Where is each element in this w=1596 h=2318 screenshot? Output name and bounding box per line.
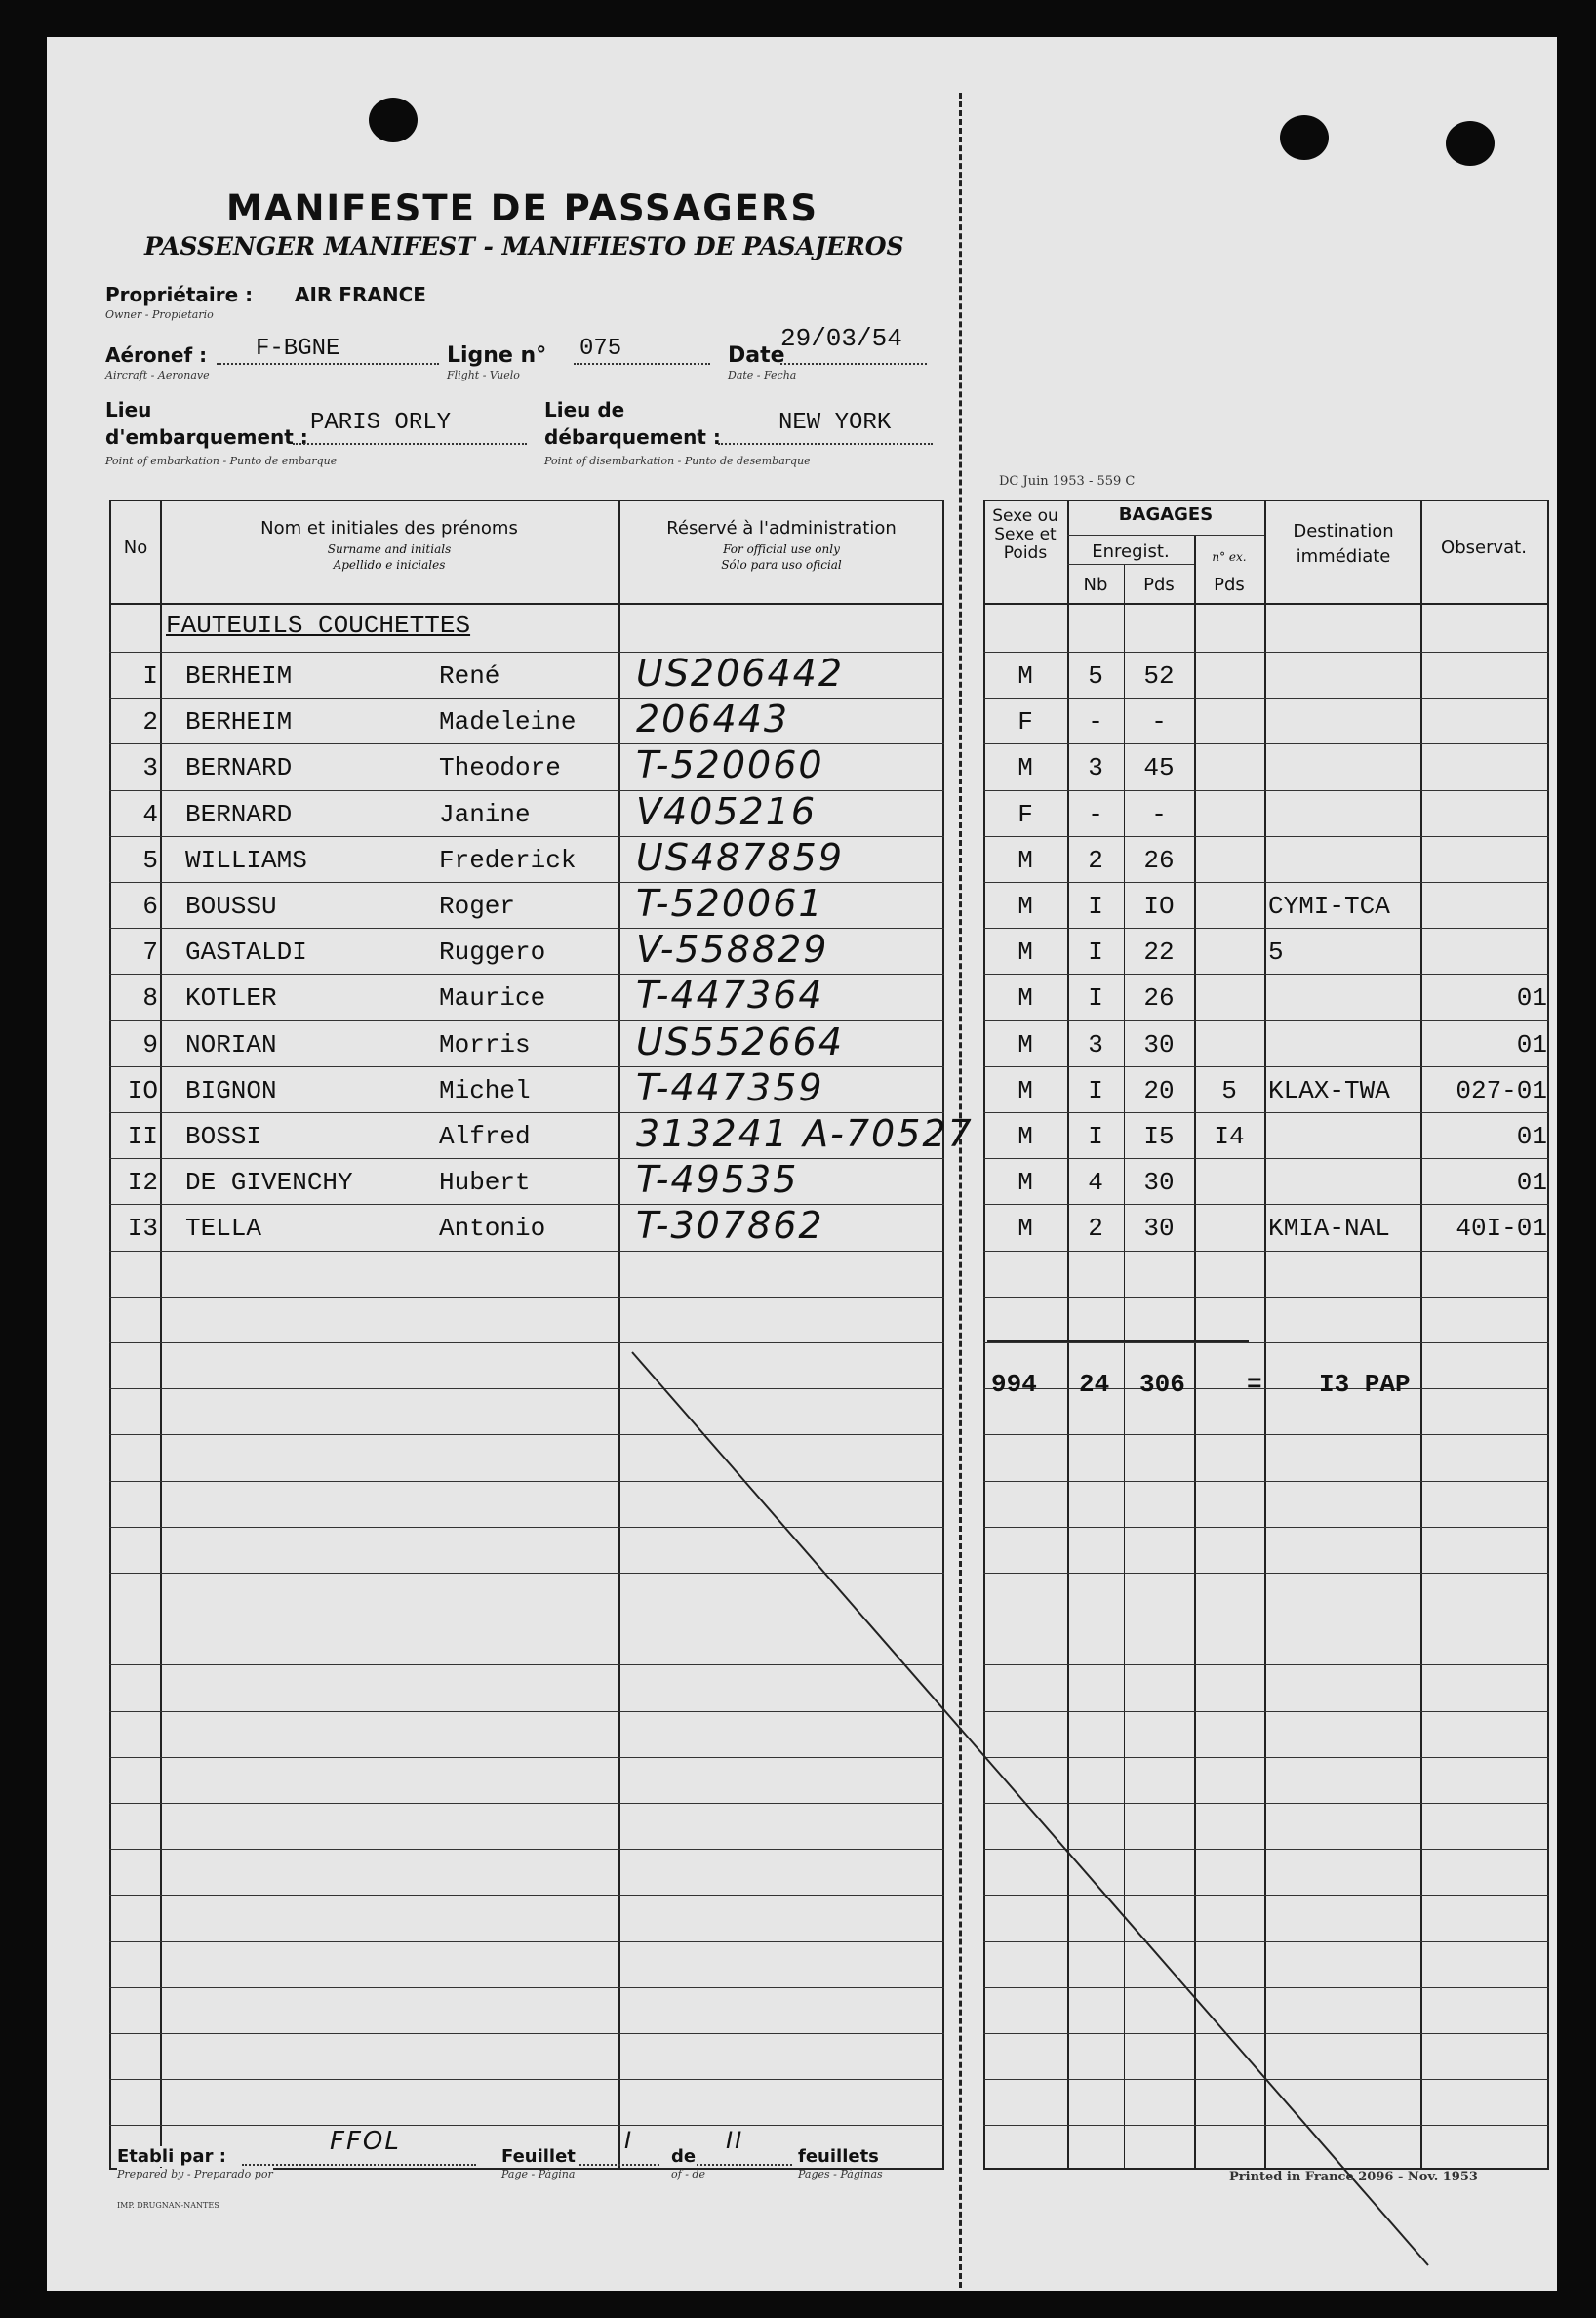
cell-surname: DE GIVENCHY — [185, 1168, 353, 1197]
disembark-sub: Point of disembarkation - Punto de desembarque — [544, 455, 811, 467]
cell-first: Janine — [439, 800, 531, 829]
cell-nb: 2 — [1088, 1214, 1103, 1243]
cell-no: 4 — [142, 800, 158, 829]
embark-value: PARIS ORLY — [310, 410, 452, 436]
prepared-sub: Prepared by - Preparado por — [117, 2168, 273, 2180]
of-sub: of - de — [671, 2168, 705, 2180]
prepared-label: Etabli par : — [117, 2146, 226, 2167]
flight-label: Ligne n° — [447, 343, 547, 368]
cell-first: Morris — [439, 1030, 531, 1059]
cell-sex: M — [1017, 753, 1033, 782]
cell-first: René — [439, 661, 500, 691]
of-value: II — [726, 2127, 744, 2154]
cell-nb: I — [1088, 1122, 1103, 1151]
cell-pds: I5 — [1143, 1122, 1175, 1151]
cell-admin: T-520060 — [636, 743, 824, 786]
disembark-label-2: débarquement : — [544, 425, 721, 449]
cell-nb: I — [1088, 1076, 1103, 1105]
cell-no: 3 — [142, 753, 158, 782]
cell-first: Roger — [439, 892, 516, 921]
cell-first: Theodore — [439, 753, 561, 782]
of-label: de — [671, 2146, 697, 2167]
cell-dest: CYMI-TCA — [1268, 892, 1390, 921]
cell-no: 6 — [142, 892, 158, 921]
cell-sex: M — [1017, 1076, 1033, 1105]
cell-first: Hubert — [439, 1168, 531, 1197]
owner-value: AIR FRANCE — [295, 283, 426, 306]
aircraft-value: F-BGNE — [256, 336, 340, 362]
cell-dest: KLAX-TWA — [1268, 1076, 1390, 1105]
col-header-no: No — [123, 538, 148, 558]
cell-no: 8 — [142, 983, 158, 1013]
section-label: FAUTEUILS COUCHETTES — [166, 611, 471, 640]
col-header-name: Nom et initiales des prénoms — [260, 518, 518, 539]
cell-obs: 01 — [1516, 983, 1547, 1013]
cell-sex: M — [1017, 938, 1033, 967]
disembark-label-1: Lieu de — [544, 398, 625, 421]
of-underline — [697, 2164, 792, 2166]
cell-surname: BOUSSU — [185, 892, 277, 921]
cell-pds: 26 — [1143, 846, 1175, 875]
col-header-name-sub1: Surname and initials — [327, 542, 452, 556]
disembark-value: NEW YORK — [778, 410, 892, 436]
col-header-admin: Réservé à l'administration — [666, 518, 897, 539]
cell-no: II — [127, 1122, 158, 1151]
cell-admin: T-447364 — [636, 974, 824, 1017]
cell-no: 9 — [142, 1030, 158, 1059]
col-header-name-sub2: Apellido e iniciales — [333, 558, 446, 572]
cell-pds: 22 — [1143, 938, 1175, 967]
cell-nb: 2 — [1088, 846, 1103, 875]
cell-surname: GASTALDI — [185, 938, 307, 967]
total-eq: = — [1247, 1370, 1262, 1399]
cell-surname: BERNARD — [185, 753, 293, 782]
total-nb: 24 — [1079, 1370, 1110, 1399]
embark-label-2: d'embarquement : — [105, 425, 308, 449]
col-header-observ: Observat. — [1441, 538, 1527, 558]
cell-pds: 30 — [1143, 1214, 1175, 1243]
col-header-admin-sub2: Sólo para uso oficial — [721, 558, 842, 572]
embark-sub: Point of embarkation - Punto de embarque — [105, 455, 338, 467]
cell-nb: - — [1088, 707, 1103, 737]
cell-nb: 4 — [1088, 1168, 1103, 1197]
date-label: Date — [728, 343, 785, 368]
cell-surname: BERHEIM — [185, 707, 293, 737]
imprint-note: IMP. DRUGNAN-NANTES — [117, 2201, 219, 2210]
embark-label-1: Lieu — [105, 398, 152, 421]
cell-sex: M — [1017, 1122, 1033, 1151]
cell-no: 7 — [142, 938, 158, 967]
document-subtitle: PASSENGER MANIFEST - MANIFIESTO DE PASAJEROS — [144, 232, 904, 260]
cell-obs: 01 — [1516, 1030, 1547, 1059]
cell-admin: T-520061 — [636, 882, 824, 925]
col-header-pds2: Pds — [1214, 575, 1245, 595]
cell-no: IO — [127, 1076, 158, 1105]
cell-sex: M — [1017, 661, 1033, 691]
cell-no: I3 — [127, 1214, 158, 1243]
cell-pds: IO — [1143, 892, 1175, 921]
cell-surname: TELLA — [185, 1214, 262, 1243]
cell-dest: KMIA-NAL — [1268, 1214, 1390, 1243]
aircraft-sub: Aircraft - Aeronave — [105, 369, 210, 381]
cell-pds: 26 — [1143, 983, 1175, 1013]
total-weight: 994 — [991, 1370, 1037, 1399]
cell-nb: - — [1088, 800, 1103, 829]
col-header-sex: Sexe ou Sexe et Poids — [992, 506, 1058, 563]
col-header-nb: Nb — [1083, 575, 1108, 595]
cell-no: I — [142, 661, 158, 691]
cell-obs: 027-01 — [1456, 1076, 1547, 1105]
cell-first: Alfred — [439, 1122, 531, 1151]
cell-obs: 01 — [1516, 1168, 1547, 1197]
col-header-admin-sub1: For official use only — [723, 542, 840, 556]
cell-surname: BERHEIM — [185, 661, 293, 691]
cell-sex: M — [1017, 1030, 1033, 1059]
cell-nb: 3 — [1088, 753, 1103, 782]
cell-surname: BERNARD — [185, 800, 293, 829]
col-header-pds: Pds — [1143, 575, 1175, 595]
cell-surname: NORIAN — [185, 1030, 277, 1059]
cell-admin: 313241 A-70527 — [636, 1112, 974, 1155]
sheet-underline — [579, 2164, 659, 2166]
cell-admin: US487859 — [636, 836, 844, 879]
cell-pds: 30 — [1143, 1030, 1175, 1059]
col-header-baggage: BAGAGES — [1118, 504, 1214, 525]
cell-pds: - — [1151, 800, 1167, 829]
cell-obs: 01 — [1516, 1122, 1547, 1151]
cell-sex: M — [1017, 846, 1033, 875]
cell-nb: I — [1088, 983, 1103, 1013]
cell-nb: I — [1088, 938, 1103, 967]
cell-pds: - — [1151, 707, 1167, 737]
cell-sex: F — [1017, 800, 1033, 829]
total-pax: I3 PAP — [1319, 1370, 1411, 1399]
cell-surname: BIGNON — [185, 1076, 277, 1105]
cell-sex: M — [1017, 1214, 1033, 1243]
prepared-underline — [242, 2164, 476, 2166]
cell-admin: T-49535 — [636, 1158, 799, 1201]
cell-no: 2 — [142, 707, 158, 737]
cell-obs: 40I-01 — [1456, 1214, 1547, 1243]
cell-admin: V405216 — [636, 790, 818, 833]
sheets-sub: Pages - Páginas — [798, 2168, 883, 2180]
cell-sex: M — [1017, 892, 1033, 921]
cell-first: Antonio — [439, 1214, 546, 1243]
cell-sex: F — [1017, 707, 1033, 737]
cell-sex: M — [1017, 1168, 1033, 1197]
cell-admin: US552664 — [636, 1020, 844, 1063]
cell-admin: T-307862 — [636, 1204, 824, 1247]
flight-sub: Flight - Vuelo — [447, 369, 520, 381]
cell-pds: 20 — [1143, 1076, 1175, 1105]
col-header-registered: Enregist. — [1092, 541, 1170, 562]
cell-admin: US206442 — [636, 652, 844, 695]
sheet-label: Feuillet — [501, 2146, 576, 2167]
cell-first: Maurice — [439, 983, 546, 1013]
cell-pds: 30 — [1143, 1168, 1175, 1197]
cell-first: Ruggero — [439, 938, 546, 967]
cell-ex: I4 — [1214, 1122, 1245, 1151]
cell-first: Frederick — [439, 846, 577, 875]
cell-dest: 5 — [1268, 938, 1284, 967]
cell-admin: T-447359 — [636, 1066, 824, 1109]
cell-pds: 52 — [1143, 661, 1175, 691]
cell-admin: V-558829 — [636, 928, 829, 971]
cell-surname: WILLIAMS — [185, 846, 307, 875]
date-sub: Date - Fecha — [728, 369, 797, 381]
owner-label: Propriétaire : — [105, 283, 254, 306]
cell-admin: 206443 — [636, 698, 790, 740]
cell-nb: 5 — [1088, 661, 1103, 691]
flight-value: 075 — [579, 336, 622, 362]
cell-surname: BOSSI — [185, 1122, 262, 1151]
cell-nb: 3 — [1088, 1030, 1103, 1059]
prepared-value: FFOL — [330, 2127, 401, 2156]
cell-no: 5 — [142, 846, 158, 875]
cell-nb: I — [1088, 892, 1103, 921]
total-pds: 306 — [1139, 1370, 1185, 1399]
col-header-destination: Destination immédiate — [1293, 521, 1394, 567]
sheets-label: feuillets — [798, 2146, 879, 2167]
date-value: 29/03/54 — [780, 324, 902, 353]
sheet-sub: Page - Página — [501, 2168, 576, 2180]
cell-ex: 5 — [1221, 1076, 1237, 1105]
col-header-no-ex: n° ex. — [1212, 550, 1247, 564]
cell-no: I2 — [127, 1168, 158, 1197]
sheet-value: I — [624, 2127, 634, 2154]
cell-pds: 45 — [1143, 753, 1175, 782]
aircraft-label: Aéronef : — [105, 343, 208, 367]
cell-surname: KOTLER — [185, 983, 277, 1013]
cell-sex: M — [1017, 983, 1033, 1013]
cell-first: Michel — [439, 1076, 531, 1105]
document-title: MANIFESTE DE PASSAGERS — [226, 187, 819, 229]
cell-first: Madeleine — [439, 707, 577, 737]
owner-sub: Owner - Propietario — [105, 308, 214, 321]
margin-note: DC Juin 1953 - 559 C — [999, 474, 1136, 489]
printed-note: Printed in France 2096 - Nov. 1953 — [1229, 2170, 1478, 2184]
